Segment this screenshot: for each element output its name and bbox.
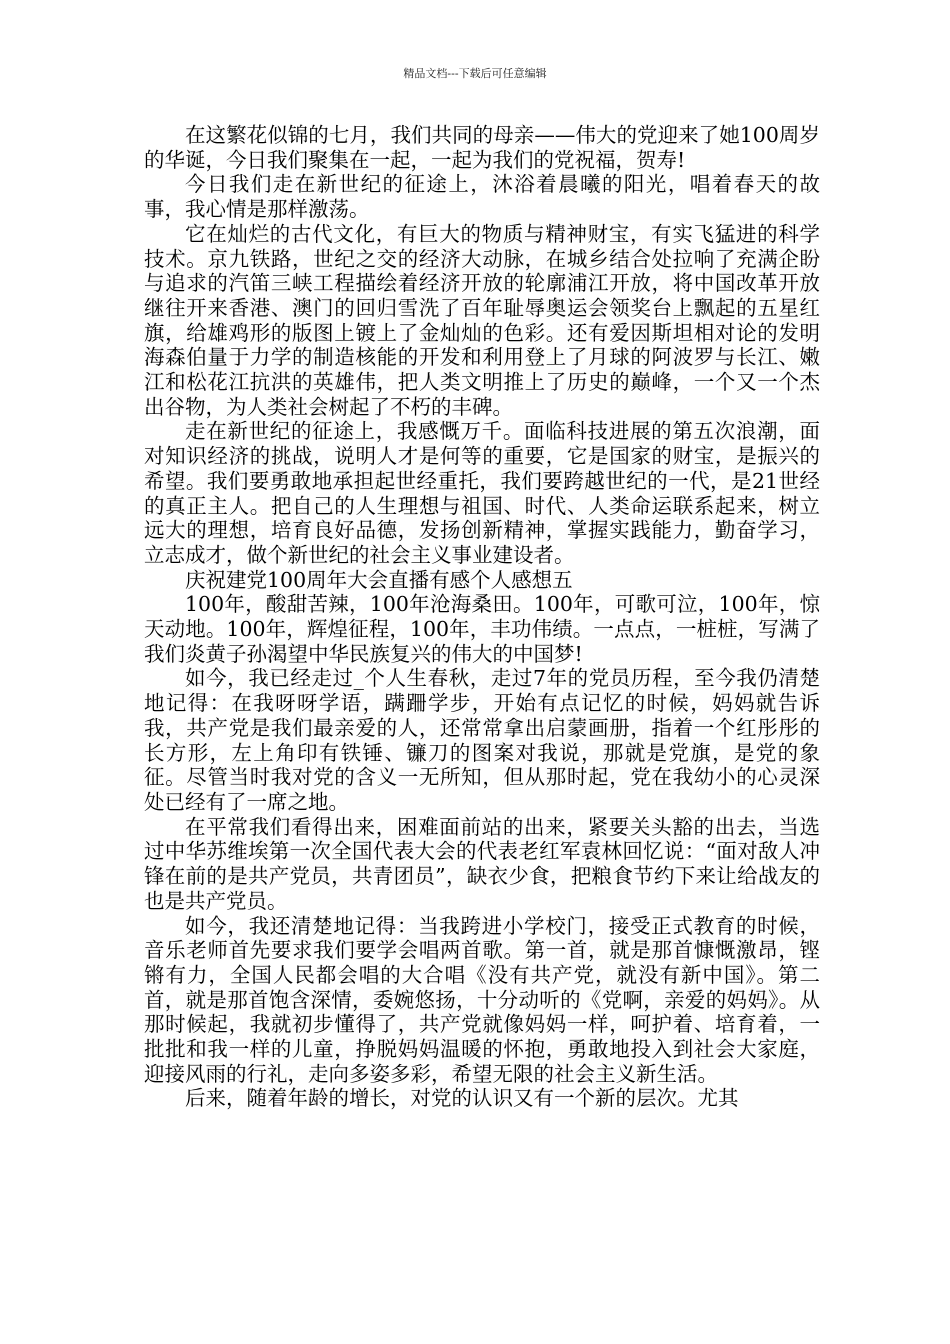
paragraph: 它在灿烂的古代文化，有巨大的物质与精神财宝，有实飞猛进的科学技术。京九铁路，世纪之交的经济大动脉，在城乡结合处拉响了充满企盼与追求的汽笛三峡工程描绘着经济开放的轮廓浦江开放，将中国改革开放继往开来香港、澳门的回归雪洗了百年耻辱奥运会领奖台上飘起的五星红旗，给雄鸡形的版图上镀上了金灿灿的色彩。还有爱因斯坦相对论的发明海森伯量于力学的制造核能的开发和利用登上了月球的阿波罗与长江、嫩江和松花江抗洪的英雄伟，把人类文明推上了历史的巅峰，一个又一个杰出谷物，为人类社会树起了不朽的丰碑。 [144,221,820,419]
document-body [144,123,820,1111]
paragraph: 后来，随着年龄的增长，对党的认识又有一个新的层次。尤其 [185,1086,739,1111]
paragraph: 在平常我们看得出来，困难面前站的出来，紧要关头豁的出去，当选过中华苏维埃第一次全国代表大会的代表老红军袁林回忆说：“面对敌人冲锋在前的是共产党员，共青团员”，缺衣少食，把粮食节约下来让给战友的也是共产党员。 [144,814,820,913]
section-heading: 庆祝建党100周年大会直播有感个人感想五 [185,567,573,592]
paragraph: 走在新世纪的征途上，我感慨万千。面临科技进展的第五次浪潮，面对知识经济的挑战，说明人才是何等的重要，它是国家的财宝，是振兴的希望。我们要勇敢地承担起世经重托，我们要跨越世纪的一代，是21世经的真正主人。把自己的人生理想与祖国、时代、人类命运联系起来，树立远大的理想，培育良好品德，发扬创新精神，掌握实践能力，勤奋学习，立志成才，做个新世纪的社会主义事业建设者。 [144,419,820,567]
paragraph: 如今，我还清楚地记得：当我跨进小学校门，接受正式教育的时候，音乐老师首先要求我们要学会唱两首歌。第一首，就是那首慷慨激昂，铿锵有力，全国人民都会唱的大合唱《没有共产党，就没有新中国》。第二首，就是那首饱含深情，委婉悠扬，十分动听的《党啊，亲爱的妈妈》。从那时候起，我就初步懂得了，共产党就像妈妈一样，呵护着、培育着，一批批和我一样的儿童，挣脱妈妈温暖的怀抱，勇敢地投入到社会大家庭，迎接风雨的行礼，走向多姿多彩，希望无限的社会主义新生活。 [144,913,820,1086]
paragraph: 如今，我已经走过_个人生春秋，走过7年的党员历程，至今我仍清楚地记得：在我呀呀学语，蹒跚学步，开始有点记忆的时候，妈妈就告诉我，共产党是我们最亲爱的人，还常常拿出启蒙画册，指着一个红彤彤的长方形，左上角印有铁锤、镰刀的图案对我说，那就是党旗，是党的象征。尽管当时我对党的含义一无所知，但从那时起，党在我幼小的心灵深处已经有了一席之地。 [144,666,820,814]
page-header: 精品文档---下载后可任意编辑 [403,67,547,80]
paragraph: 在这繁花似锦的七月，我们共同的母亲——伟大的党迎来了她100周岁的华诞，今日我们聚集在一起，一起为我们的党祝福，贺寿! [144,123,820,172]
paragraph: 今日我们走在新世纪的征途上，沐浴着晨曦的阳光，唱着春天的故事，我心情是那样激荡。 [144,172,820,222]
paragraph: 100年，酸甜苦辣，100年沧海桑田。100年，可歌可泣，100年，惊天动地。100年，辉煌征程，100年，丰功伟绩。一点点，一桩桩，写满了我们炎黄子孙渴望中华民族复兴的伟大的中国梦! [144,592,820,666]
